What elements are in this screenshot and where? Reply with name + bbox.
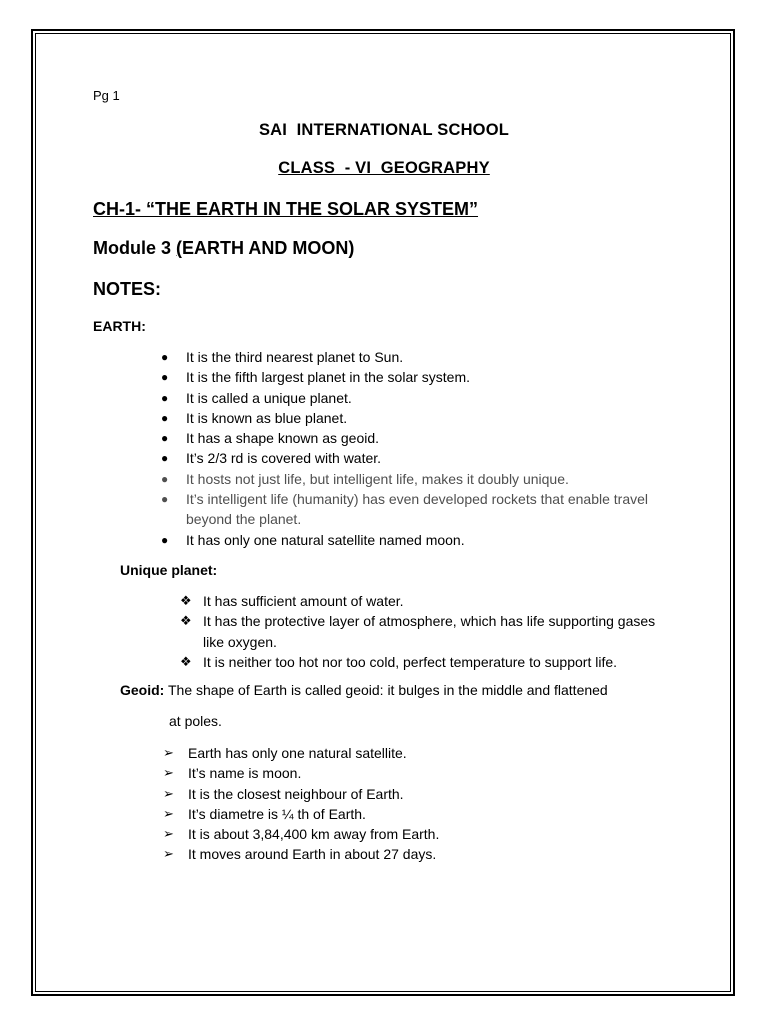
- geoid-paragraph: [120, 682, 608, 698]
- list-item: [161, 347, 681, 367]
- bullet-icon: ●: [161, 350, 169, 364]
- chapter-title: CH-1- “THE EARTH IN THE SOLAR SYSTEM”: [93, 199, 479, 219]
- list-item: [161, 367, 681, 387]
- earth-points-list: [161, 347, 681, 550]
- list-item: [161, 388, 681, 408]
- geoid-text-line2: at poles.: [169, 713, 222, 729]
- list-item: [161, 530, 681, 550]
- list-item: [161, 408, 681, 428]
- school-name: SAI INTERNATIONAL SCHOOL: [258, 121, 510, 139]
- list-item: [163, 824, 663, 844]
- module-title: [93, 238, 354, 259]
- notes-heading: NOTES:: [93, 279, 162, 299]
- list-item-text: It is known as blue planet.: [186, 409, 348, 426]
- arrow-bullet-icon: ➢: [163, 765, 174, 781]
- list-item: [161, 469, 681, 489]
- diamond-bullet-icon: ❖: [180, 593, 192, 608]
- arrow-bullet-icon: ➢: [163, 826, 174, 842]
- page-number: Pg 1: [93, 88, 120, 103]
- bullet-icon: ●: [161, 370, 169, 385]
- geoid-text-line1: The shape of Earth is called geoid: it bulges in the middle and flattened: [164, 682, 608, 698]
- list-item: [180, 591, 680, 611]
- diamond-bullet-icon: ❖: [180, 613, 192, 629]
- list-item: [163, 763, 663, 783]
- module-underlined: (: [176, 238, 183, 258]
- list-item-text: It has sufficient amount of water.: [203, 593, 404, 609]
- bullet-icon: ●: [161, 492, 169, 507]
- bullet-icon: ●: [161, 410, 169, 425]
- list-item-text: It is the closest neighbour of Earth.: [188, 785, 404, 802]
- list-item-text: It moves around Earth in about 27 days.: [188, 846, 437, 863]
- module-rest: EARTH AND MOON): [182, 238, 355, 258]
- geoid-label: Geoid:: [120, 682, 165, 698]
- arrow-bullet-icon: ➢: [163, 785, 174, 801]
- list-item-text: It is about 3,84,400 km away from Earth.: [188, 826, 440, 843]
- class-title: [0, 159, 768, 178]
- bullet-icon: ●: [161, 451, 169, 466]
- list-item: [161, 448, 681, 468]
- list-item-text: It has a shape known as geoid.: [186, 430, 380, 447]
- list-item: [163, 743, 663, 763]
- list-item: [163, 844, 663, 864]
- class-title-text: CLASS - VI GEOGRAPHY: [278, 159, 490, 177]
- unique-planet-heading: Unique planet:: [120, 562, 218, 578]
- list-item-text: It’s diametre is ¼ th of Earth.: [188, 805, 366, 822]
- bullet-icon: ●: [161, 431, 169, 446]
- bullet-icon: ●: [161, 532, 169, 547]
- list-item-text: It is the third nearest planet to Sun.: [186, 349, 404, 365]
- list-item-text: It has the protective layer of atmosphere, which has life supporting gases like oxygen.: [203, 613, 656, 650]
- diamond-bullet-icon: ❖: [180, 653, 192, 669]
- list-item-text: It is the fifth largest planet in the solar system.: [186, 369, 471, 386]
- list-item: [163, 804, 663, 824]
- module-prefix: Module 3: [93, 238, 177, 258]
- moon-points-list: [163, 743, 663, 865]
- arrow-bullet-icon: ➢: [163, 805, 174, 821]
- list-item: [163, 784, 663, 804]
- list-item: [161, 489, 681, 530]
- list-item-text: It is neither too hot nor too cold, perfect temperature to support life.: [203, 653, 618, 670]
- list-item-text: It’s intelligent life (humanity) has even developed rockets that enable travel beyond the planet.: [186, 491, 649, 528]
- list-item-text: It’s name is moon.: [188, 765, 302, 782]
- list-item: [180, 611, 680, 652]
- earth-heading: EARTH:: [93, 318, 146, 334]
- list-item-text: It is called a unique planet.: [186, 389, 352, 406]
- list-item-text: It hosts not just life, but intelligent life, makes it doubly unique.: [186, 470, 569, 487]
- list-item: [180, 652, 680, 672]
- list-item-text: It has only one natural satellite named moon.: [186, 531, 465, 548]
- list-item: [161, 428, 681, 448]
- list-item-text: Earth has only one natural satellite.: [188, 745, 407, 761]
- arrow-bullet-icon: ➢: [163, 745, 174, 760]
- bullet-icon: ●: [161, 390, 169, 405]
- arrow-bullet-icon: ➢: [163, 846, 174, 862]
- bullet-icon: ●: [161, 471, 169, 486]
- unique-planet-list: [180, 591, 680, 672]
- list-item-text: It’s 2/3 rd is covered with water.: [186, 450, 382, 467]
